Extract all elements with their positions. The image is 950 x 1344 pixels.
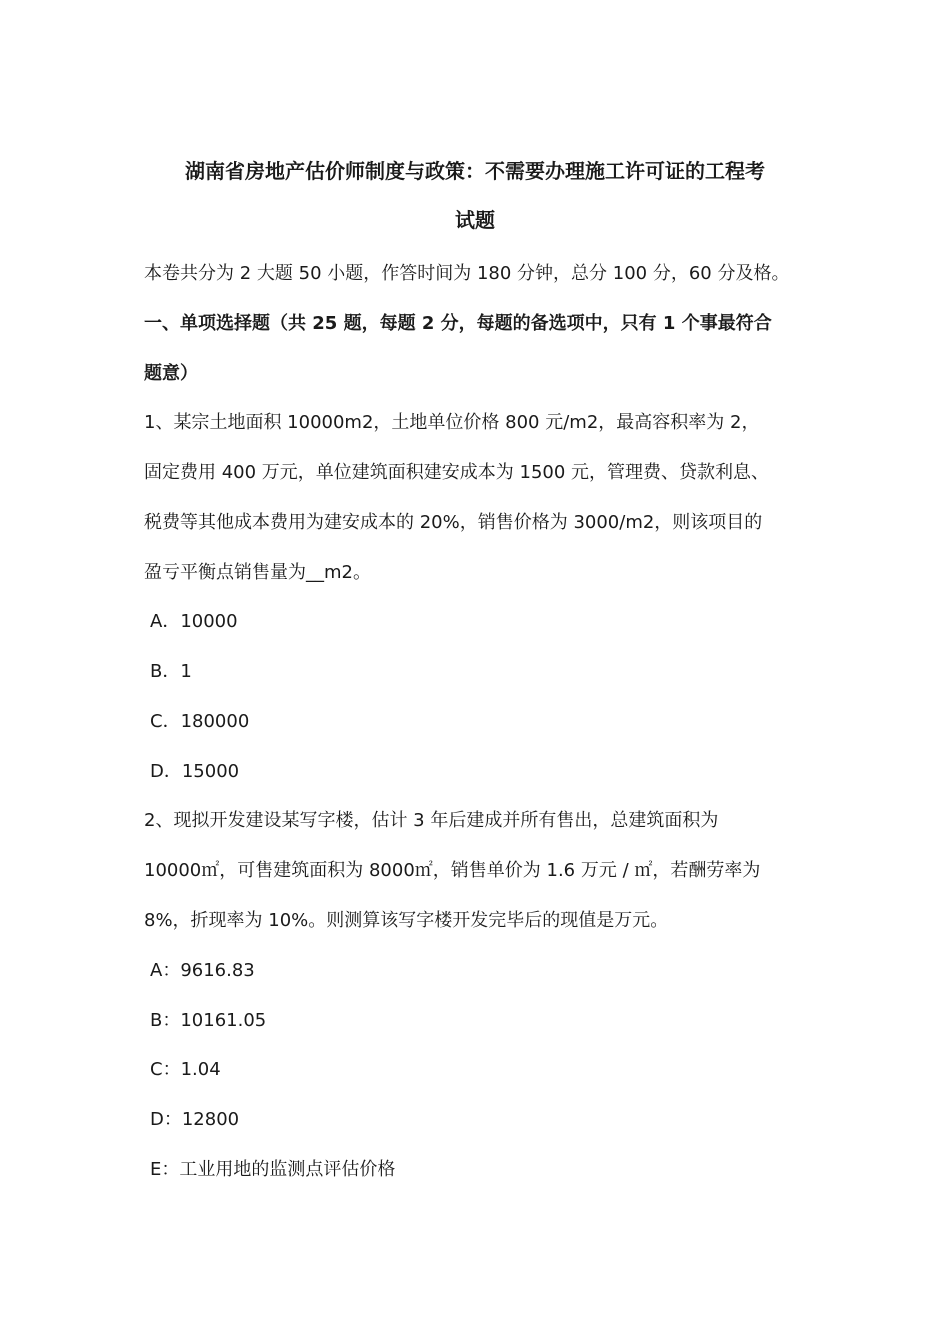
question-2-option-e: E：工业用地的监测点评估价格 — [150, 1159, 396, 1180]
question-2-text-line-2: 10000㎡，可售建筑面积为 8000㎡，销售单价为 1.6 万元 / ㎡，若酬劳率为 — [144, 860, 761, 881]
document-title-line-1: 湖南省房地产估价师制度与政策：不需要办理施工许可证的工程考 — [185, 159, 765, 183]
question-2-option-d: D：12800 — [150, 1109, 240, 1130]
question-1-text-line-3: 税费等其他成本费用为建安成本的 20%，销售价格为 3000/m2，则该项目的 — [144, 512, 763, 533]
question-2-text-line-1: 2、现拟开发建设某写字楼，估计 3 年后建成并所有售出，总建筑面积为 — [144, 810, 719, 831]
document-title-line-2: 试题 — [455, 208, 495, 232]
question-2-option-b: B：10161.05 — [150, 1010, 267, 1031]
section-heading-line-2: 题意） — [144, 363, 198, 384]
question-2-text-line-3: 8%，折现率为 10%。则测算该写字楼开发完毕后的现值是万元。 — [144, 910, 669, 931]
question-1-option-a: A．10000 — [150, 611, 238, 632]
question-1-option-c: C．180000 — [150, 711, 250, 732]
question-1-option-d: D．15000 — [150, 761, 240, 782]
question-2-option-c: C：1.04 — [150, 1059, 221, 1080]
question-1-text-line-2: 固定费用 400 万元，单位建筑面积建安成本为 1500 元，管理费、贷款利息、 — [144, 462, 770, 483]
question-2-option-a: A：9616.83 — [150, 960, 255, 981]
question-1-option-b: B．1 — [150, 661, 192, 682]
section-heading-line-1: 一、单项选择题（共 25 题，每题 2 分，每题的备选项中，只有 1 个事最符合 — [144, 313, 772, 334]
question-1-text-line-4: 盈亏平衡点销售量为__m2。 — [144, 562, 371, 583]
exam-intro: 本卷共分为 2 大题 50 小题，作答时间为 180 分钟，总分 100 分，60 分及格。 — [144, 263, 790, 284]
question-1-text-line-1: 1、某宗土地面积 10000m2，土地单位价格 800 元/m2，最高容积率为 2， — [144, 412, 760, 433]
